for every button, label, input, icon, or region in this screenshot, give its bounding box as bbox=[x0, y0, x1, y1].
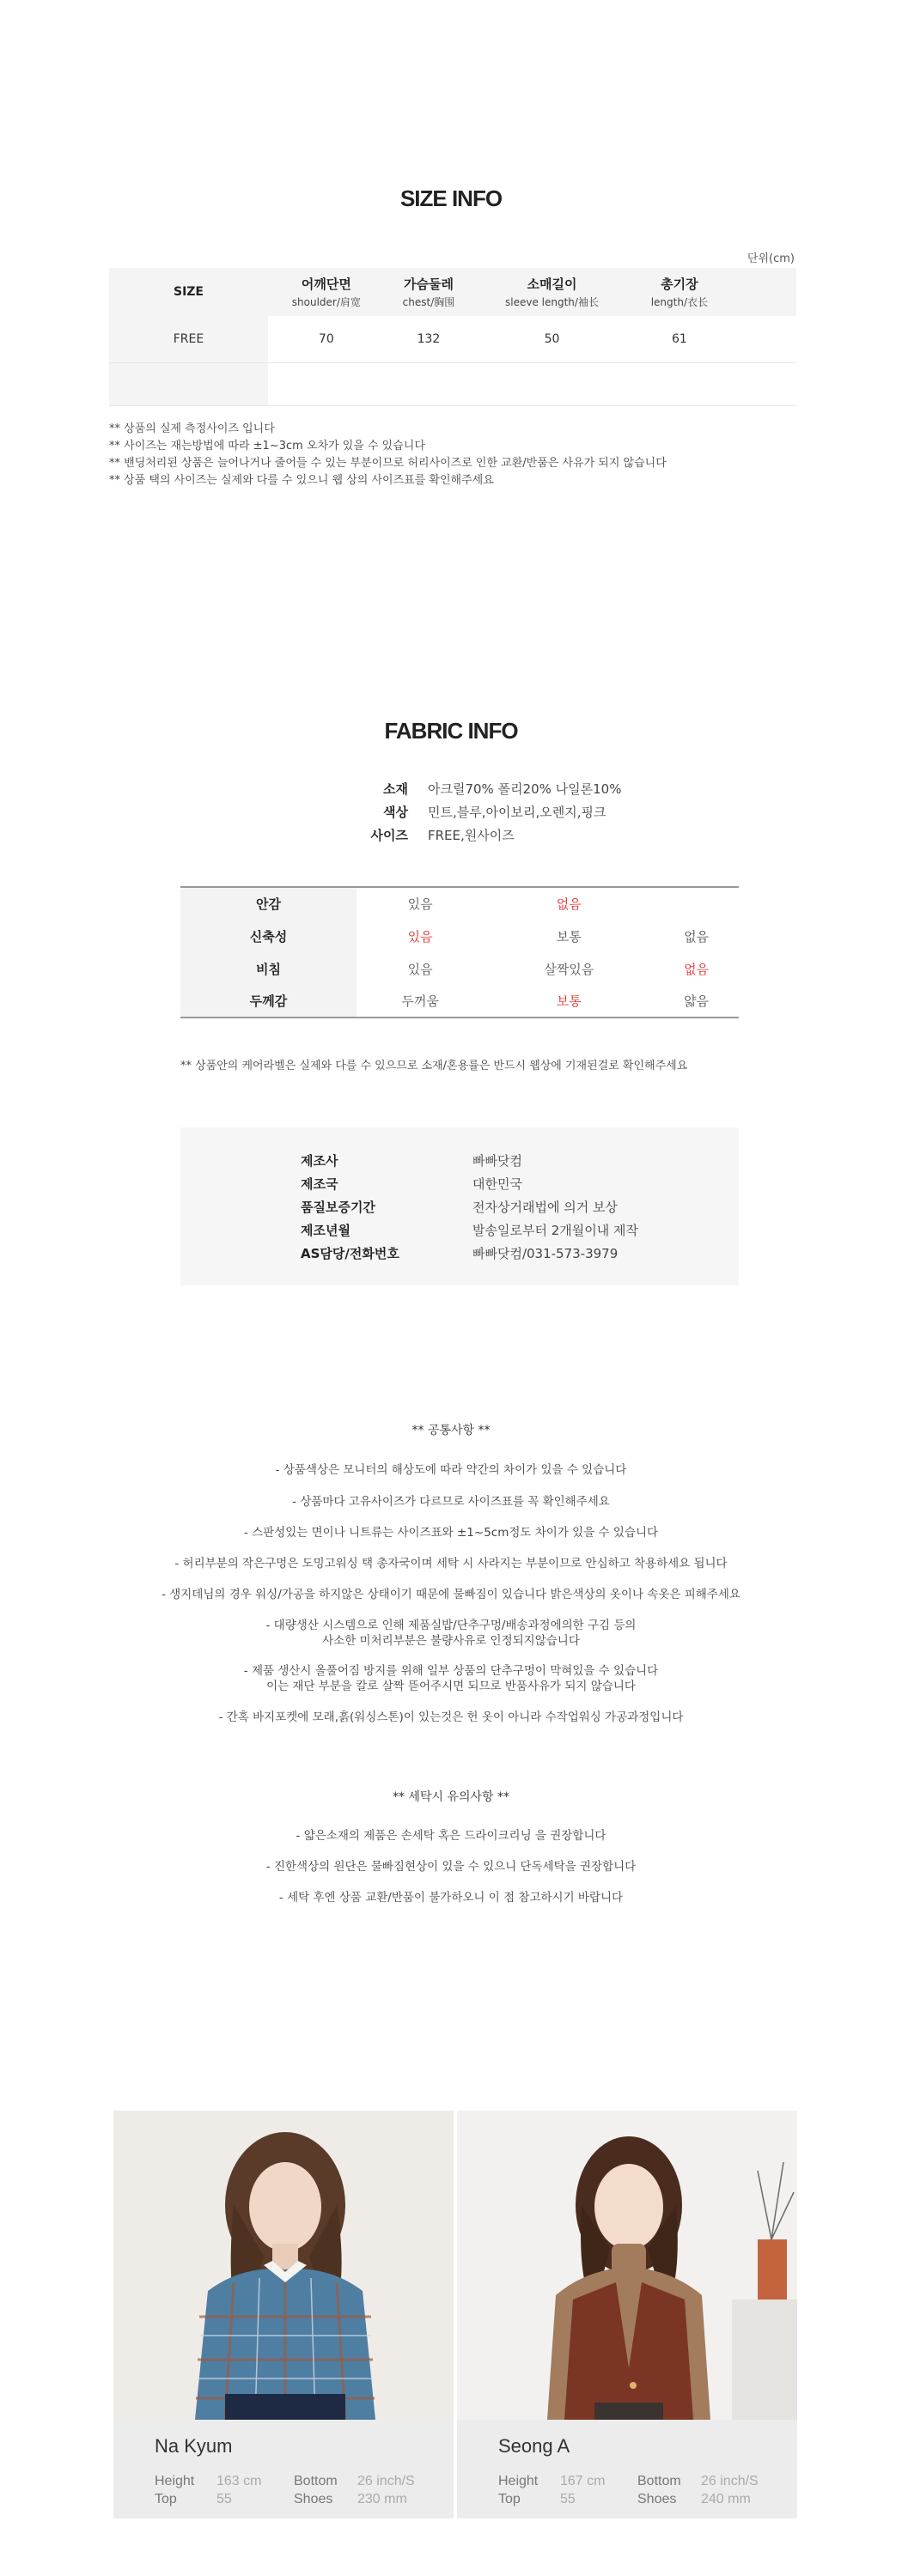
spec-key: 소재 bbox=[383, 781, 408, 797]
property-label: 안감 bbox=[180, 887, 357, 920]
maker-value: 전자상거래법에 의거 보상 bbox=[472, 1200, 618, 1215]
model-name: Seong A bbox=[498, 2435, 570, 2457]
property-option: 있음 bbox=[407, 961, 433, 977]
maker-value: 빠빠닷컴/031-573-3979 bbox=[472, 1246, 619, 1261]
bottom-label: Bottom bbox=[294, 2474, 338, 2488]
property-option: 없음 bbox=[556, 896, 582, 912]
property-option: 보통 bbox=[556, 928, 582, 945]
property-option: 없음 bbox=[684, 961, 710, 977]
shoes-label: Shoes bbox=[294, 2492, 333, 2506]
model-photo-image bbox=[457, 2111, 797, 2420]
table-row bbox=[180, 920, 739, 952]
property-option: 살짝있음 bbox=[544, 961, 594, 977]
maker-value: 대한민국 bbox=[472, 1176, 522, 1192]
property-option: 보통 bbox=[556, 993, 582, 1009]
property-option: 없음 bbox=[684, 928, 710, 945]
care-note: ** 상품안의 케어라벨은 실제와 다를 수 있으므로 소재/혼용률은 반드시 웹상에 기재된걸로 확인해주세요 bbox=[180, 1060, 688, 1072]
top-label: Top bbox=[155, 2492, 177, 2506]
property-label: 두께감 bbox=[180, 985, 357, 1018]
bottom-value: 26 inch/S bbox=[357, 2474, 415, 2488]
maker-value: 발송일로부터 2개월이내 제작 bbox=[472, 1223, 638, 1238]
spec-value: 아크릴70% 폴리20% 나일론10% bbox=[428, 781, 622, 797]
top-label: Top bbox=[498, 2492, 521, 2506]
common-line: - 상품마다 고유사이즈가 다르므로 사이즈표를 꼭 확인해주세요 bbox=[292, 1495, 610, 1509]
table-row-empty bbox=[109, 362, 796, 405]
spec-key: 사이즈 bbox=[370, 828, 408, 843]
size-col-chest: 가슴둘레 chest/胸围 bbox=[385, 268, 473, 316]
table-row bbox=[109, 316, 796, 362]
size-cell: 50 bbox=[472, 316, 631, 362]
table-row bbox=[180, 887, 739, 920]
height-value: 167 cm bbox=[560, 2474, 606, 2488]
height-value: 163 cm bbox=[216, 2474, 262, 2488]
common-line: - 제품 생산시 올풀어짐 방지를 위해 일부 상품의 단추구멍이 막혀있을 수 있습니다 bbox=[243, 1664, 659, 1678]
maker-key: 제조국 bbox=[301, 1176, 338, 1192]
model-card bbox=[113, 2111, 454, 2518]
height-label: Height bbox=[498, 2474, 539, 2488]
maker-value: 빠빠닷컴 bbox=[472, 1153, 522, 1169]
note-line: ** 밴딩처리된 상품은 늘어나거나 줄어들 수 있는 부분이므로 허리사이즈로 인한 교환/반품은 사유가 되지 않습니다 bbox=[109, 457, 667, 470]
common-line: - 생지데님의 경우 워싱/가공을 하지않은 상태이기 때문에 물빠짐이 있습니다 밝은색상의 옷이나 속옷은 피해주세요 bbox=[162, 1588, 740, 1601]
bottom-value: 26 inch/S bbox=[701, 2474, 759, 2488]
common-line: 이는 재단 부분을 칼로 살짝 뜯어주시면 되므로 반품사유가 되지 않습니다 bbox=[266, 1680, 636, 1693]
common-line: 사소한 미처리부분은 불량사유로 인정되지않습니다 bbox=[322, 1634, 580, 1648]
maker-info-box bbox=[180, 1127, 739, 1285]
maker-key: AS담당/전화번호 bbox=[301, 1246, 399, 1261]
size-cell: 70 bbox=[268, 316, 385, 362]
common-line: - 상품색상은 모니터의 해상도에 따라 약간의 차이가 있을 수 있습니다 bbox=[275, 1463, 627, 1477]
model-photo bbox=[113, 2111, 454, 2420]
common-line: - 스판성있는 면이나 니트류는 사이즈표와 ±1~5cm정도 차이가 있을 수 있습니다 bbox=[243, 1526, 659, 1540]
size-row-label: FREE bbox=[109, 316, 268, 362]
size-col-sleeve: 소매길이 sleeve length/袖长 bbox=[472, 268, 631, 316]
size-col-length: 총기장 length/衣长 bbox=[631, 268, 728, 316]
spec-row bbox=[0, 826, 902, 849]
note-line: ** 사이즈는 재는방법에 따라 ±1~3cm 오차가 있을 수 있습니다 bbox=[109, 440, 425, 453]
shoes-value: 230 mm bbox=[357, 2492, 407, 2506]
size-notes bbox=[109, 421, 667, 489]
wash-line: - 얇은소재의 제품은 손세탁 혹은 드라이크리닝 을 권장합니다 bbox=[296, 1829, 606, 1843]
common-title: ** 공통사항 ** bbox=[411, 1424, 491, 1437]
maker-key: 품질보증기간 bbox=[301, 1200, 375, 1215]
note-line: ** 상품의 실제 측정사이즈 입니다 bbox=[109, 422, 275, 435]
spec-key: 색상 bbox=[383, 805, 408, 820]
top-value: 55 bbox=[560, 2492, 576, 2506]
size-table-header bbox=[109, 268, 796, 316]
top-value: 55 bbox=[216, 2492, 232, 2506]
model-photo-image bbox=[113, 2111, 454, 2420]
size-cell: 61 bbox=[631, 316, 728, 362]
spec-value: 민트,블루,아이보리,오렌지,핑크 bbox=[428, 805, 606, 820]
model-info bbox=[113, 2420, 454, 2518]
table-row bbox=[180, 985, 739, 1018]
bottom-label: Bottom bbox=[637, 2474, 681, 2488]
common-line: - 허리부분의 작은구멍은 도밍고워싱 택 총자국이며 세탁 시 사라지는 부분이므로 안심하고 착용하세요 됩니다 bbox=[174, 1557, 728, 1571]
property-option: 얇음 bbox=[684, 993, 710, 1009]
spec-row bbox=[0, 803, 902, 826]
spec-row bbox=[0, 780, 902, 803]
wash-line: - 세탁 후엔 상품 교환/반품이 불가하오니 이 점 참고하시기 바랍니다 bbox=[278, 1891, 624, 1905]
wash-title: ** 세탁시 유의사항 ** bbox=[392, 1790, 510, 1804]
model-card bbox=[457, 2111, 797, 2518]
property-option: 있음 bbox=[407, 896, 433, 912]
table-row bbox=[180, 952, 739, 985]
property-label: 신축성 bbox=[180, 920, 357, 952]
shoes-label: Shoes bbox=[637, 2492, 677, 2506]
maker-key: 제조사 bbox=[301, 1153, 338, 1169]
size-info-title: SIZE INFO bbox=[399, 185, 503, 211]
fabric-info-title: FABRIC INFO bbox=[384, 718, 518, 744]
model-name: Na Kyum bbox=[155, 2435, 233, 2457]
wash-line: - 진한색상의 원단은 물빠짐현상이 있을 수 있으니 단독세탁을 권장합니다 bbox=[265, 1860, 637, 1874]
height-label: Height bbox=[155, 2474, 195, 2488]
unit-label: 단위(cm) bbox=[747, 252, 795, 265]
size-cell: 132 bbox=[385, 316, 473, 362]
maker-key: 제조년월 bbox=[301, 1223, 350, 1238]
model-photo bbox=[457, 2111, 797, 2420]
property-option: 두꺼움 bbox=[401, 993, 439, 1009]
fabric-specs bbox=[0, 780, 902, 849]
shoes-value: 240 mm bbox=[701, 2492, 751, 2506]
property-option: 있음 bbox=[407, 928, 433, 945]
common-line: - 대량생산 시스템으로 인해 제품실밥/단추구멍/배송과정에의한 구김 등의 bbox=[265, 1619, 637, 1632]
model-info bbox=[457, 2420, 797, 2518]
size-col-shoulder: 어깨단면 shoulder/肩宽 bbox=[268, 268, 385, 316]
size-header-label: SIZE bbox=[109, 268, 268, 316]
common-line: - 간혹 바지포켓에 모래,흙(워싱스톤)이 있는것은 헌 옷이 아니라 수작업워싱 가공과정입니다 bbox=[218, 1710, 684, 1724]
property-option bbox=[654, 887, 739, 920]
note-line: ** 상품 택의 사이즈는 실제와 다를 수 있으니 웹 상의 사이즈표를 확인해주세요 bbox=[109, 474, 494, 487]
fabric-property-table bbox=[180, 886, 739, 1018]
property-label: 비침 bbox=[180, 952, 357, 985]
size-table bbox=[109, 268, 796, 406]
spec-value: FREE,원사이즈 bbox=[428, 828, 515, 843]
